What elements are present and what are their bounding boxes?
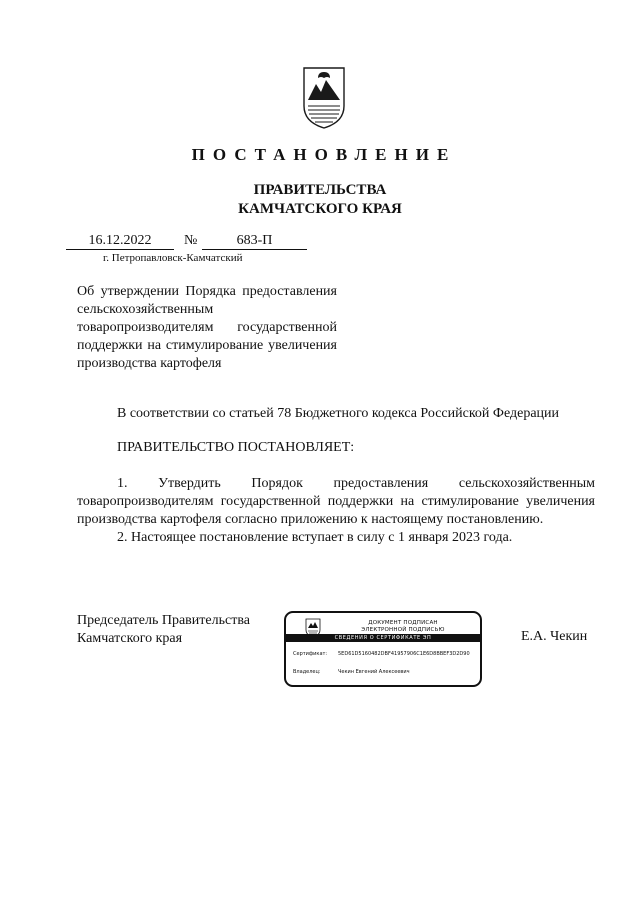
document-number: 683-П (202, 233, 307, 250)
stamp-certificate-row (293, 651, 470, 658)
decree-statement (77, 439, 595, 457)
stamp-certificate-bar: СВЕДЕНИЯ О СЕРТИФИКАТЕ ЭП (286, 634, 480, 642)
date-number-row (66, 233, 307, 250)
legal-basis-text: В соответствии со статьей 78 Бюджетного кодекса Российской Федерации (117, 406, 560, 421)
owner-label: Владелец: (293, 669, 321, 675)
document-date: 16.12.2022 (66, 233, 174, 250)
stamp-header-line-1: ДОКУМЕНТ ПОДПИСАН (368, 620, 438, 626)
stamp-header-line-2: ЭЛЕКТРОННОЙ ПОДПИСЬЮ (361, 627, 445, 633)
decree-item-2: 2. Настоящее постановление вступает в силу с 1 января 2023 года. (117, 530, 513, 545)
legal-basis (77, 405, 595, 423)
authority-line-1: ПРАВИТЕЛЬСТВА (253, 182, 387, 198)
decree-item-1: 1. Утвердить Порядок предоставления сельскохозяйственным товаропроизводителям государственной поддержки на стимулирование увеличения производства картофеля согласно приложению к настоящему постановлению. (77, 476, 595, 527)
electronic-signature-stamp (284, 611, 482, 687)
signer-name: Е.А. Чекин (521, 629, 588, 644)
document-subject: Об утверждении Порядка предоставления сельскохозяйственным товаропроизводителям государственной поддержки на стимулирование увеличения производства картофеля (77, 284, 337, 371)
stamp-header (328, 620, 478, 634)
certificate-label: Сертификат: (293, 651, 328, 657)
coat-of-arms-emblem (300, 66, 348, 130)
owner-value: Чекин Евгений Алексеевич (338, 669, 410, 675)
document-type-heading: ПОСТАНОВЛЕНИЕ (191, 145, 457, 164)
issuing-authority (0, 181, 640, 219)
decree-statement-text: ПРАВИТЕЛЬСТВО ПОСТАНОВЛЯЕТ: (117, 440, 355, 455)
certificate-value: 5ED61D5160482DBF41957906C1E6D8BBEF3D2D90 (338, 651, 470, 657)
decree-items (77, 475, 595, 547)
number-sign: № (184, 233, 198, 248)
authority-line-2: КАМЧАТСКОГО КРАЯ (238, 201, 402, 217)
signer-title (77, 612, 250, 648)
signer-title-line-2: Камчатского края (77, 631, 183, 646)
stamp-owner-row (293, 669, 410, 676)
signer-title-line-1: Председатель Правительства (77, 613, 250, 628)
issue-city: г. Петропавловск-Камчатский (103, 252, 243, 264)
